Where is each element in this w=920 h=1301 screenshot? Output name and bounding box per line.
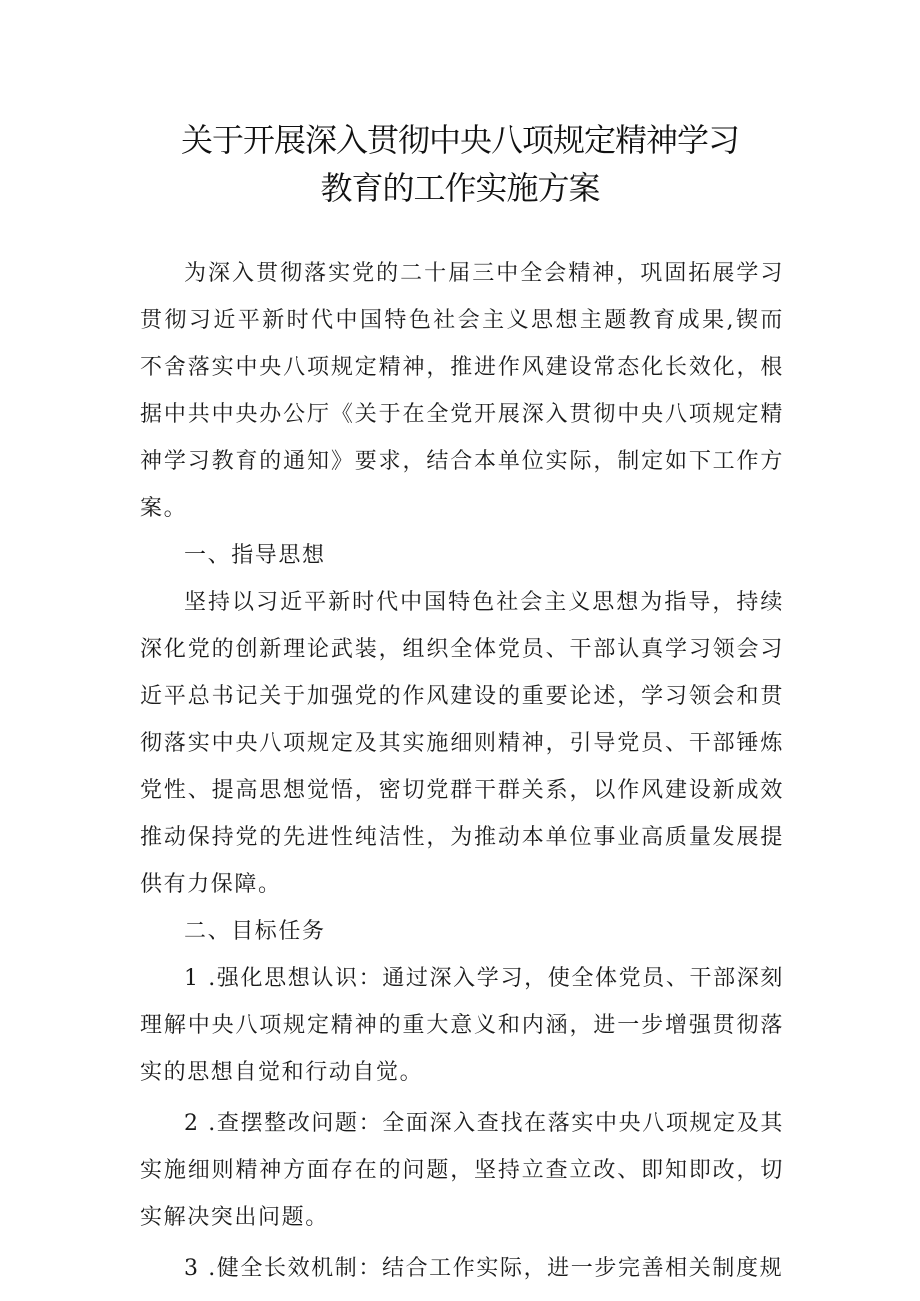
objective-item-3: 3 .健全长效机制：结合工作实际，进一步完善相关制度规: [184, 1256, 784, 1281]
section-heading-guiding-ideology: 一、指导思想: [184, 543, 326, 568]
title-line-2: 教育的工作实施方案: [320, 169, 600, 207]
guiding-ideology-paragraph: 坚持以习近平新时代中国特色社会主义思想为指导，持续深化党的创新理论武装，组织全体党员、干部认真学习领会习近平总书记关于加强党的作风建设的重要论述，学习领会和贯彻落实中央八项规定及其实施细则精神，引导党员、干部锤炼党性、提高思想觉悟，密切党群干群关系，以作风建设新成效推动保持党的先进性纯洁性，为推动本单位事业高质量发展提供有力保障。: [140, 590, 784, 897]
objective-item-1: 1 .强化思想认识：通过深入学习，使全体党员、干部深刻理解中央八项规定精神的重大意义和内涵，进一步增强贯彻落实的思想自觉和行动自觉。: [140, 966, 784, 1085]
objective-item-2: 2 .查摆整改问题：全面深入查找在落实中央八项规定及其实施细则精神方面存在的问题，坚持立查立改、即知即改，切实解决突出问题。: [140, 1111, 784, 1230]
section-heading-objectives: 二、目标任务: [184, 919, 326, 944]
title-line-1: 关于开展深入贯彻中央八项规定精神学习: [180, 121, 739, 159]
document-title: [140, 116, 780, 212]
intro-paragraph: 为深入贯彻落实党的二十届三中全会精神，巩固拓展学习贯彻习近平新时代中国特色社会主义思想主题教育成果,锲而不舍落实中央八项规定精神，推进作风建设常态化长效化，根据中共中央办公厅《关于在全党开展深入贯彻中央八项规定精神学习教育的通知》要求，结合本单位实际，制定如下工作方案。: [140, 261, 784, 521]
document-body: [140, 250, 784, 1292]
